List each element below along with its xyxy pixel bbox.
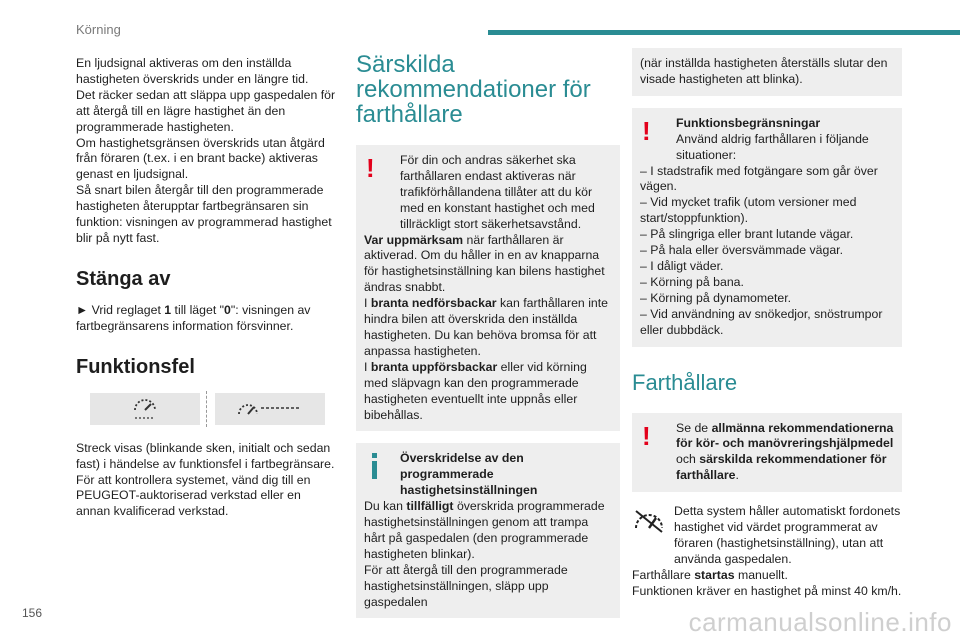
info-icon <box>366 453 386 481</box>
warning-intro: Använd aldrig farthållaren i följande situationer: <box>676 131 869 162</box>
text: och <box>676 452 700 467</box>
section-heading-stanga-av: Stänga av <box>76 267 171 290</box>
bold-text: Funktionsbegränsningar <box>676 115 821 130</box>
paragraph-stanga-av <box>76 303 338 335</box>
reference-text <box>640 421 894 485</box>
list-item: – Körning på dynamometer. <box>640 290 792 305</box>
list-item: – Vid mycket trafik (utom versioner med start/stoppfunktion). <box>640 195 857 226</box>
warning-title <box>640 116 894 132</box>
warning-text <box>364 360 612 424</box>
warning-box-limits <box>632 108 902 347</box>
header-accent-bar <box>488 30 960 35</box>
list-item: – Körning på bana. <box>640 274 744 289</box>
description-text: Detta system håller automatiskt fordonets hastighet vid värdet programmerat av föraren (hastighetsinställning), utan att använda gaspedalen. <box>674 504 901 566</box>
speed-limiter-icon <box>90 393 200 425</box>
text: manuellt. <box>734 567 788 582</box>
bold-text: startas <box>694 567 735 582</box>
paragraph: Om hastighetsgränsen överskrids utan åtgärd från föraren (t.ex. i en brant backe) aktiveras genast en ljudsignal. <box>76 135 325 182</box>
warning-text: För din och andras säkerhet ska farthållaren endast aktiveras när trafikförhållandena tillåter att du kör med en konstant hastighet och med tillräckligt stort säkerhetsavstånd. <box>400 153 595 231</box>
text: kan farthållaren inte hindra bilen att överskrida den inställda hastigheten. Du kan behöva bromsa för att anpassa hastigheten. <box>364 296 609 358</box>
text: Farthållare <box>632 567 695 582</box>
bold-text: branta nedförsbackar <box>370 296 497 311</box>
warning-text <box>364 233 612 297</box>
text: till läget " <box>171 302 225 317</box>
text: ": visningen av fartbegränsarens information försvinner. <box>76 302 311 333</box>
text: överskrida programmerade hastighetsinställningen genom att trampa hårt på gaspedalen (den programmerade hastigheten blinkar). <box>364 499 605 561</box>
column-right <box>632 48 902 600</box>
warning-icon: ! <box>642 115 651 146</box>
bold-text: tillfälligt <box>406 499 454 514</box>
bold-text: särskilda rekommendationer för farthållare <box>676 452 887 483</box>
requirement-text: Funktionen kräver en hastighet på minst 40 km/h. <box>632 583 902 598</box>
indicator-icons <box>90 391 338 427</box>
text: Vrid reglaget <box>88 302 165 317</box>
start-text <box>632 568 902 584</box>
warning-box <box>356 145 620 431</box>
header-title: Körning <box>76 22 121 37</box>
paragraph-funktionsfel: Streck visas (blinkande sken, initialt och sedan fast) i händelse av funktionsfel i fartbegränsare. För att kontrollera systemet, vänd dig till en PEUGEOT-auktoriserad verkstad eller en annan kvalificerad verkstad. <box>76 440 335 519</box>
continued-text: (när inställda hastigheten återställs slutar den visade hastigheten att blinka). <box>640 56 888 86</box>
column-left <box>76 56 338 520</box>
bold-text: 0 <box>224 302 231 317</box>
bold-text: allmänna rekommendationerna för kör- och manövreringshjälpmedel <box>676 420 894 451</box>
page-number: 156 <box>22 606 43 620</box>
bullet-arrow: ► <box>76 302 89 317</box>
warning-box-reference <box>632 413 902 493</box>
watermark: carmanualsonline.info <box>688 607 952 637</box>
info-text: För att återgå till den programmerade hastighetsinställningen, släpp upp gaspedalen <box>364 562 568 609</box>
bold-text: 1 <box>164 302 172 317</box>
bold-text: Överskridelse av den programmerade hastighetsinställningen <box>400 451 538 498</box>
warning-icon: ! <box>366 153 375 183</box>
info-box <box>356 443 620 618</box>
section-heading-farthallare: Farthållare <box>632 369 738 395</box>
list-item: – På slingriga eller brant lutande vägar. <box>640 227 854 242</box>
list-item: – I stadstrafik med fotgängare som går över vägen. <box>640 163 878 194</box>
text: Du kan <box>364 499 407 514</box>
divider <box>206 391 209 427</box>
paragraph: Det räcker sedan att släppa upp gaspedalen för att återgå till en lägre hastighet än den programmerade hastigheten. <box>76 87 336 134</box>
list-item: – På hala eller översvämmade vägar. <box>640 243 844 258</box>
text: . <box>735 468 739 483</box>
info-text <box>364 499 612 563</box>
description-row <box>632 504 902 568</box>
cruise-control-icon <box>632 506 666 534</box>
warning-text <box>364 296 612 360</box>
bold-text: Var uppmärksam <box>364 232 464 247</box>
text: I <box>364 359 371 374</box>
list-item: – Vid användning av snökedjor, snöstrumpor eller dubbdäck. <box>640 306 883 337</box>
bold-text: branta uppförsbackar <box>370 359 498 374</box>
text: Se de <box>676 420 712 435</box>
paragraph: Så snart bilen återgår till den programmerade hastigheten återupptar fartbegränsaren sin funktion: visningen av programmerad hastighet blir på nytt fast. <box>76 183 332 245</box>
text: när farthållaren är aktiverad. Om du håller in en av knapparna för hastighetsinställning kan bilens hastighet ändras snabbt. <box>364 232 605 295</box>
paragraph: En ljudsignal aktiveras om den inställda hastigheten överskrids under en längre tid. <box>76 56 309 86</box>
continued-box <box>632 48 902 96</box>
warning-icon: ! <box>642 420 651 451</box>
speed-limiter-dashes-icon <box>215 393 325 425</box>
info-title <box>364 451 612 499</box>
section-heading-sarskilda: Särskilda rekommendationer för farthållare <box>356 51 591 128</box>
section-heading-funktionsfel: Funktionsfel <box>76 355 195 378</box>
list-item: – I dåligt väder. <box>640 258 724 273</box>
column-middle <box>356 48 620 630</box>
text: I <box>364 296 371 311</box>
text: eller vid körning med släpvagn kan den programmerade hastigheten eventuellt inte uppnås eller bibehållas. <box>364 359 587 422</box>
